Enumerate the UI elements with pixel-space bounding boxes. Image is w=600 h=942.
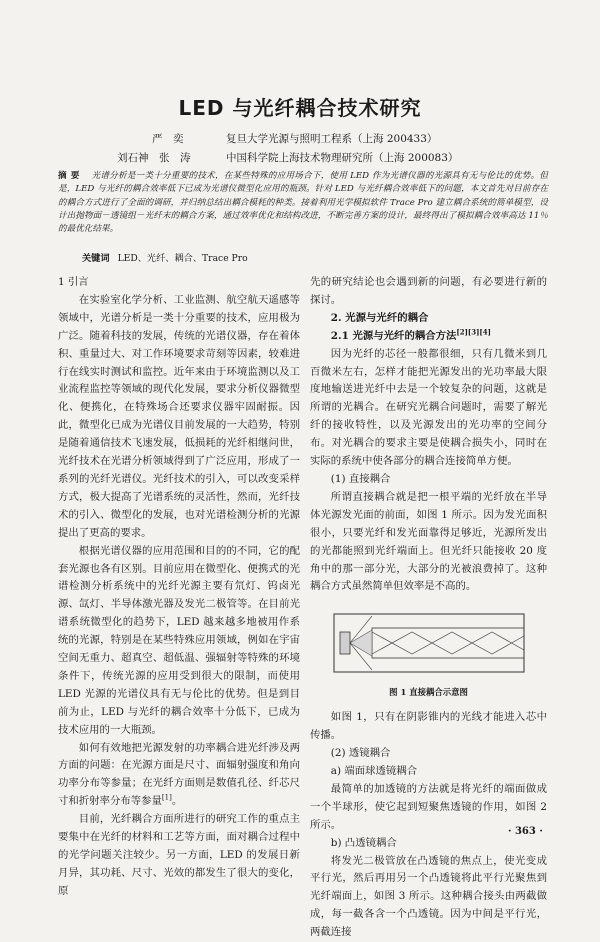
item-heading: b) 凸透镜耦合 <box>330 836 397 849</box>
paragraph <box>58 740 300 812</box>
left-column <box>58 274 300 901</box>
keywords-text: LED、光纤、耦合、Trace Pro <box>117 253 248 264</box>
paragraph: 在实验室化学分析、工业监测、航空航天遥感等领域中，光谱分析是一类十分重要的技术，应用极为广泛。随着科技的发展，传统的光谱仪器，存在着体积、重量过大、对工作环境要求苛刻等因素，较难进行在线实时测试和监控。近年来由于环境监测以及工业流程监控等领域的现代化发展，要求分析仪器微型化、便携化，在特殊场合还要求仪器牢固耐振。因此，微型化已成为光谱仪目前发展的一大趋势，特别是随着通信技术飞速发展，低损耗的光纤相继问世，光纤技术在光谱分析领域得到了广泛应用，形成了一系列的光纤光谱仪。光纤技术的引入，可以改变采样方式，极大提高了光谱系统的灵活性，然而，光纤技术的引入、微型化的发展，也对光谱检测分析的光源提出了更高的要求。 <box>58 293 300 539</box>
paragraph: 因为光纤的芯径一般都很细，只有几微米到几百微米左右，怎样才能把光源发出的光功率最大限度地输送进光纤中去是一个较复杂的问题，这就是所谓的光耦合。在研究光耦合问题时，需要了解光纤的接收特性，以及光源发出的光功率的空间分布。对光耦合的要求主要是使耦合损失小，同时在实际的系统中使各部分的耦合连接简单方便。 <box>310 347 547 468</box>
author-affiliation: 复旦大学光源与照明工程系（上海 200433） <box>226 133 438 145</box>
abstract-text: 光谱分析是一类十分重要的技术，在某些特殊的应用场合下，使用 LED 作为光谱仪器的光源具有无与伦比的优势。但是，LED 与光纤的耦合效率低下已成为光谱仪微型化应用的瓶颈。针对 LED 与光纤耦合效率低下的问题，本文首先对目前存在的耦合方式进行了全面的调研，并归纳总结出耦合模耗的种类。接着利用光学模拟软件 Trace Pro 建立耦合系统的简单模型，设计出抛物面－透镜组－光纤末的耦合方案，通过效率优化和结构改进，不断完善方案的设计，最终得出了模拟耦合效率高达 11％的最优化结果。 <box>58 171 548 235</box>
acceptance-cone <box>350 630 372 656</box>
propagating-ray <box>372 632 524 654</box>
citation: [1] <box>161 793 172 802</box>
abstract <box>58 170 548 236</box>
paragraph: 所谓直接耦合就是把一根平端的光纤放在半导体光源发光面的前面，如图 1 所示。因为发光面积很小，只要光纤和发光面靠得足够近，光源所发出的光都能照到光纤端面上。但光纤只能接收 20 度角中的那一部分光，大部分的光被浪费掉了。这种耦合方式虽然简单但效率是不高的。 <box>310 490 547 593</box>
paragraph-text: 如何有效地把光源发射的功率耦合进光纤涉及两方面的问题：在光源方面是尺寸、面辐射强度和角向功率分布等参量；在光纤方面则是数值孔径、纤芯尺寸和折射率分布等参量 <box>58 741 300 808</box>
author-name: 严 奕 <box>152 133 184 145</box>
subsection-title: 2.1 光源与光纤的耦合方法 <box>330 329 457 342</box>
paper-title: LED 与光纤耦合技术研究 <box>178 96 422 120</box>
paragraph: 先的研究结论也会遇到新的问题，有必要进行新的探讨。 <box>310 276 547 306</box>
keywords-label: 关键词 <box>82 253 110 264</box>
page-number: · 363 · <box>508 826 543 837</box>
section-heading: 2. 光源与光纤的耦合 <box>330 311 429 324</box>
fiber-core <box>372 628 524 658</box>
paragraph: 根据光谱仪器的应用范围和目的的不同，它的配套光源也各有区别。目前应用在微型化、便携式的光谱检测分析系统中的光纤光源主要有氘灯、钨卤光源、氙灯、半导体激光器及发光二极管等。在目前光谱系统微型化的趋势下，LED 越来越多地被用作系统的光源，特别是在某些特殊应用领域，例如在宇宙空间无重力、超真空、超低温、强辐射等特殊的环境条件下，传统光源的应用受到很大的限制，而使用 LED 光源的光谱仪具有无与伦比的优势。但是到目前为止，LED 与光纤的耦合效率十分低下，已成为技术应用的一大瓶颈。 <box>58 544 300 736</box>
abstract-label: 摘要 <box>58 171 84 181</box>
led-source <box>340 632 350 654</box>
right-column <box>310 274 547 942</box>
paragraph: 最简单的加透镜的方法就是将光纤的端面做成一个半球形，使它起到短聚焦透镜的作用，如图 2 所示。 <box>310 782 547 831</box>
figure-caption: 图 1 直接耦合示意图 <box>389 687 468 698</box>
figure-1 <box>310 602 547 707</box>
author-name: 刘石神 张 涛 <box>117 152 191 164</box>
keywords <box>82 250 248 264</box>
section-heading: 1 引言 <box>58 276 89 288</box>
paragraph-text: 。 <box>171 795 183 808</box>
paragraph: 如图 1，只有在阴影锥内的光线才能进入芯中传播。 <box>310 711 547 742</box>
item-heading: (1) 直接耦合 <box>330 472 391 485</box>
paragraph: 将发光二极管放在凸透镜的焦点上，使光变成平行光，然后再用另一个凸透镜将此平行光聚焦到光纤端面上，如图 3 所示。这种耦合接头由两截做成，每一截各含一个凸透镜。因为中间是平行光，两截连接 <box>310 854 547 939</box>
citation: [2][3][4] <box>456 327 491 337</box>
subsection-heading <box>310 328 547 346</box>
item-heading: a) 端面球透镜耦合 <box>330 765 418 778</box>
item-heading: (2) 透镜耦合 <box>330 747 391 760</box>
paragraph: 目前，光纤耦合方面所进行的研究工作的重点主要集中在光纤的材料和工艺等方面，面对耦合过程中的光学问题关注较少。另一方面，LED 的发展日新月异，其功耗、尺寸、光效的都发生了很大的变化，原 <box>58 813 300 897</box>
direct-coupling-diagram <box>332 606 527 680</box>
propagating-ray <box>372 632 524 654</box>
author-affiliation: 中国科学院上海技术物理研究所（上海 200083） <box>226 152 459 164</box>
